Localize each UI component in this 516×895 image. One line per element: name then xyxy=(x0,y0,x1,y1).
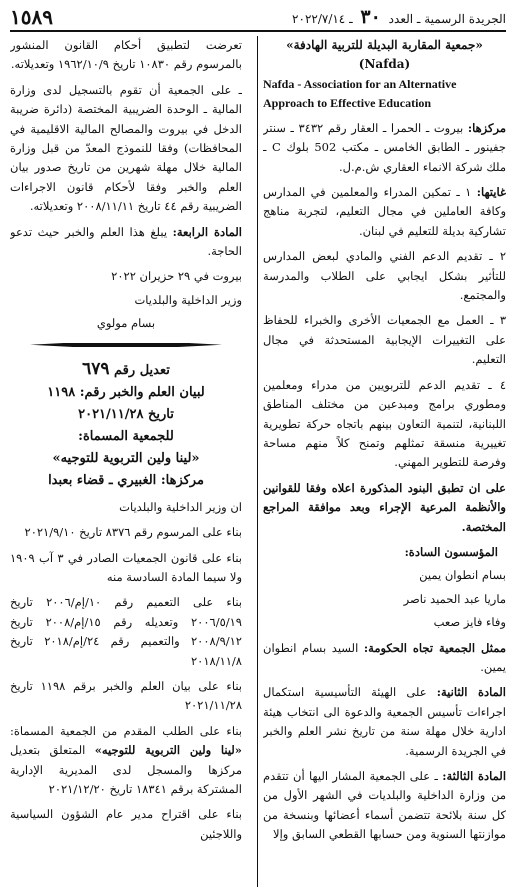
issue-number: ٣٠ xyxy=(360,6,381,28)
page-header xyxy=(10,6,506,32)
basis-5 xyxy=(10,722,242,800)
article-4 xyxy=(10,223,242,262)
article-2 xyxy=(263,683,506,761)
basis-2: بناء على قانون الجمعيات الصادر في ٣ آب ١٩٠٩ ولا سيما المادة السادسة منه xyxy=(10,550,242,584)
page-number: ١٥٨٩ xyxy=(10,5,53,29)
government-representative xyxy=(263,639,506,678)
article-3-label: المادة الثالثة: xyxy=(442,769,506,783)
goal-1-paragraph xyxy=(263,183,506,241)
government-representative-label: ممثل الجمعية تجاه الحكومة: xyxy=(363,640,506,655)
basis-1: بناء على المرسوم رقم ٨٣٧٦ تاريخ ٢٠٢١/٩/١٠ xyxy=(24,525,242,540)
amendment-statement-number: لبيان العلم والخبر رقم: ١١٩٨ xyxy=(47,384,205,400)
headquarters-paragraph xyxy=(263,119,506,177)
goal-4: ٤ ـ تقديم الدعم للتربويين من مدراء ومعلمين ومطوري برامج ومبدعين من مختلف المناطق اللبنانية، لتنمية التعاون بينهم باتجاه حركة تطويرية تغييرية منسقة تمثلهم وتمنح كلاً منهم مساحة وفرصة للتطوير المهني. xyxy=(263,377,506,470)
continuation-paragraph: تعرضت لتطبيق أحكام القانون المنشور بالمرسوم رقم ١٠٨٣٠ تاريخ ١٩٦٢/١٠/٩ وتعديلاته. xyxy=(10,38,242,72)
issuer-line: ان وزير الداخلية والبلديات xyxy=(119,499,242,514)
minister-title: وزير الداخلية والبلديات xyxy=(134,292,242,307)
headquarters-text: بيروت ـ الحمرا ـ العقار رقم ٣٤٣٢ ـ سنتر جفينور ـ الطابق الخامس ـ مكتب 502 بلوك C ـ ملك شركة الانماء العقاري ش.م.ل. xyxy=(263,120,506,174)
article-2-label: المادة الثانية: xyxy=(436,685,506,700)
article-2-text: على الهيئة التأسيسية استكمال اجراءات تأسيس الجمعية والدعوة الى انتخاب هيئة ادارية خلال مهلة سنة من تاريخ نشر العلم والخبر في الجريدة الرسمية. xyxy=(263,685,506,758)
basis-5-details: المتعلق بتعديل مركزها والمسجل لدى المديرية الإدارية المشتركة برقم ١٨٣٤١ تاريخ ٢٠٢١/١٢/٢٠ xyxy=(10,743,242,796)
founders-label: المؤسسون السادة: xyxy=(404,544,498,559)
association-name: «جمعية المقاربة البديلة للتربية الهادفة» (Nafda) xyxy=(286,38,483,72)
amendment-association-label: للجمعية المسماة: xyxy=(78,428,174,444)
gazette-title xyxy=(292,6,506,30)
tax-registration-paragraph: ـ على الجمعية أن تقوم بالتسجيل لدى وزارة المالية ـ الوحدة الضريبية المختصة (دائرة ضريبة الدخل في بيروت والمصالح المالية الاقليمية في المحافظات) وفقا للنموذج المعدّ من قبل وزارة المالية خلال مهلة شهرين من تاريخ صدور بيان العلم والخبر وفقا لأحكام قانون الاجراءات الضريبية رقم ٤٤ تاريخ ٢٠٠٨/١١/١١ وتعديلاته. xyxy=(10,82,242,214)
signing-place-date: بيروت في ٢٩ حزيران ٢٠٢٢ xyxy=(111,269,242,284)
article-3 xyxy=(263,767,506,845)
goal-2: ٢ ـ تقديم الدعم الفني والمادي لبعض المدارس للتأثير بشكل ايجابي على الطلاب والمدرسة والمجتمع. xyxy=(263,249,506,303)
article-3-text: ـ على الجمعية المشار اليها أن تتقدم من وزارة الداخلية والبلديات في الشهر الأول من كل سنة بلائحة تتضمن أسماء أعضائها وبنسخة من موازنتها السنوية ومن حسابها القطعي السابق وإلا xyxy=(263,769,506,842)
amendment-title: تعديل رقم xyxy=(114,362,170,378)
government-representative-name: السيد بسام انطوان يمين. xyxy=(263,640,506,674)
column-divider xyxy=(257,36,258,887)
article-4-text: يبلغ هذا العلم والخبر حيث تدعو الحاجة. xyxy=(10,224,242,259)
left-column xyxy=(10,36,242,891)
section-separator-ornament xyxy=(30,340,222,350)
amendment-statement-date: تاريخ ٢٠٢١/١١/٢٨ xyxy=(78,406,174,422)
goal-3: ٣ ـ العمل مع الجمعيات الأخرى والخبراء للحفاظ على التغييرات الإيجابية المستحدثة في مجال التعليم. xyxy=(263,313,506,367)
goals-label: غايتها: xyxy=(476,185,506,200)
amendment-association-hq: مركزها: الغبيري ـ قضاء بعبدا xyxy=(48,472,204,488)
founder-1: بسام انطوان يمين xyxy=(419,568,506,583)
association-name-english: Nafda - Association for an Alternative Approach to Effective Education xyxy=(263,76,457,110)
basis-6: بناء على اقتراح مدير عام الشؤون السياسية واللاجئين xyxy=(10,807,242,841)
amendment-association-name: «لينا ولين التربوية للتوجيه» xyxy=(52,450,200,466)
issue-date: ـ ٢٠٢٢/٧/١٤ xyxy=(292,12,353,26)
basis-4: بناء على بيان العلم والخبر برقم ١١٩٨ تاريخ ٢٠٢١/١١/٢٨ xyxy=(10,678,242,713)
amendment-heading xyxy=(10,358,242,382)
right-column xyxy=(263,36,506,891)
goal-1: ١ ـ تمكين المدراء والمعلمين في المدارس وكافة العاملين في مجال التعليم، لتجربة مناهج تشاركية بديلة للتعليم في لبنان. xyxy=(263,185,506,238)
condition-paragraph: على ان تطبق البنود المذكورة اعلاه وفقا للقوانين والأنظمة المرعية الإجراء وبعد موافقة المراجع المختصة. xyxy=(263,480,506,534)
basis-5-intro: بناء على الطلب المقدم من الجمعية المسماة: xyxy=(10,723,242,738)
gazette-name: الجريدة الرسمية ـ العدد xyxy=(388,12,506,26)
basis-5-association-name: «لينا ولين التربوية للتوجيه» xyxy=(94,743,242,758)
article-4-label: المادة الرابعة: xyxy=(172,224,242,239)
founder-2: ماريا عبد الحميد ناصر xyxy=(403,591,506,606)
founder-3: وفاء فايز صعب xyxy=(433,615,506,630)
basis-3: بناء على التعميم رقم ١٠/إم/٢٠٠٦ تاريخ ٢٠٠٦/٥/١٩ وتعديله رقم ١٥/إم/٢٠٠٨ تاريخ ٢٠٠٨/٩/١٢ والتعميم رقم ٢٤/إم/٢٠١٨ تاريخ ٢٠١٨/١١/٨ xyxy=(10,595,242,668)
headquarters-label: مركزها: xyxy=(467,120,506,135)
amendment-number: ٦٧٩ xyxy=(82,358,110,379)
minister-name: بسام مولوي xyxy=(96,316,156,331)
